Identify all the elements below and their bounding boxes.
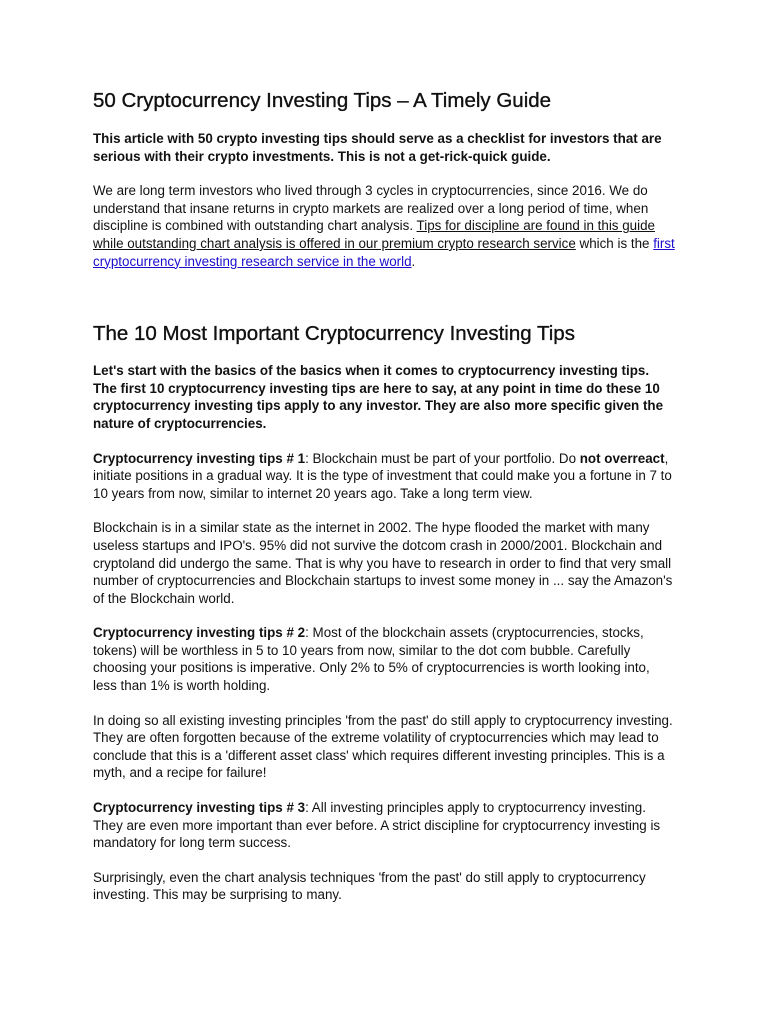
tip-3-text: : All investing principles apply to cryptocurrency investing. They are even more important than ever before. A strict discipline for cryptocurrency investing is mandatory for long term success. — [93, 800, 661, 851]
principles-paragraph: In doing so all existing investing principles 'from the past' do still apply to cryptocurrency investing. They are often forgotten because of the extreme volatility of cryptocurrencies which may lead to conclude that this is a 'different asset class' which requires different investing principles. This is a myth, and a recipe for failure! — [93, 712, 673, 781]
discipline-tips-underlined: Tips for discipline are found in this guide while outstanding chart analysis is offered in our premium crypto research service — [93, 218, 655, 251]
article — [93, 90, 676, 904]
section-lead: Let's start with the basics of the basics when it comes to cryptocurrency investing tips. The first 10 cryptocurrency investing tips are here to say, at any point in time do these 10 cryptocurrency investing tips apply to any investor. They are also more specific given the nature of cryptocurrencies. — [93, 363, 664, 431]
tip-3-paragraph — [93, 799, 676, 852]
tip-1-label: Cryptocurrency investing tips # 1 — [93, 450, 306, 466]
intro-mid-text: which is the — [575, 235, 654, 251]
intro-text: We are long term investors who lived through 3 cycles in cryptocurrencies, since 2016. We do understand that insane returns in crypto markets are realized over a long period of time, when discipline is combined with outstanding chart analysis. — [93, 183, 649, 234]
intro-lead: This article with 50 crypto investing tips should serve as a checklist for investors that are serious with their crypto investments. This is not a get-rick-quick guide. — [93, 131, 662, 164]
section-heading: The 10 Most Important Cryptocurrency Investing Tips — [93, 322, 575, 346]
intro-end: . — [411, 253, 416, 269]
blockchain-paragraph: Blockchain is in a similar state as the internet in 2002. The hype flooded the market with many useless startups and IPO's. 95% did not survive the dotcom crash in 2000/2001. Blockchain and cryptoland did undergo the same. That is why you have to research in order to find that very small number of cryptocurrencies and Blockchain startups to invest some money in ... say the Amazon's of the Blockchain world. — [93, 520, 673, 606]
tip-1-text-b: , initiate positions in a gradual way. It is the type of investment that could make you a fortune in 7 to 10 years from now, similar to internet 20 years ago. Take a long term view. — [93, 450, 672, 501]
chart-analysis-paragraph: Surprisingly, even the chart analysis techniques 'from the past' do still apply to cryptocurrency investing. This may be surprising to many. — [93, 869, 646, 903]
tip-1-text-a: : Blockchain must be part of your portfolio. Do — [305, 450, 580, 466]
tip-2-label: Cryptocurrency investing tips # 2 — [93, 625, 306, 641]
tip-1-bold: not overreact — [579, 450, 665, 466]
research-service-link[interactable]: first cryptocurrency investing research service in the world — [93, 235, 675, 269]
intro-paragraph — [93, 182, 676, 270]
tip-3-label: Cryptocurrency investing tips # 3 — [93, 800, 306, 816]
tip-1-paragraph — [93, 450, 676, 503]
page-title: 50 Cryptocurrency Investing Tips – A Timely Guide — [93, 89, 552, 112]
tip-2-paragraph — [93, 624, 676, 694]
tip-2-text: : Most of the blockchain assets (cryptocurrencies, stocks, tokens) will be worthless in 5 to 10 years from now, similar to the dot com bubble. Carefully choosing your positions is imperative. Only 2% to 5% of cryptocurrencies is worth looking into, less than 1% is worth holding. — [93, 625, 650, 694]
